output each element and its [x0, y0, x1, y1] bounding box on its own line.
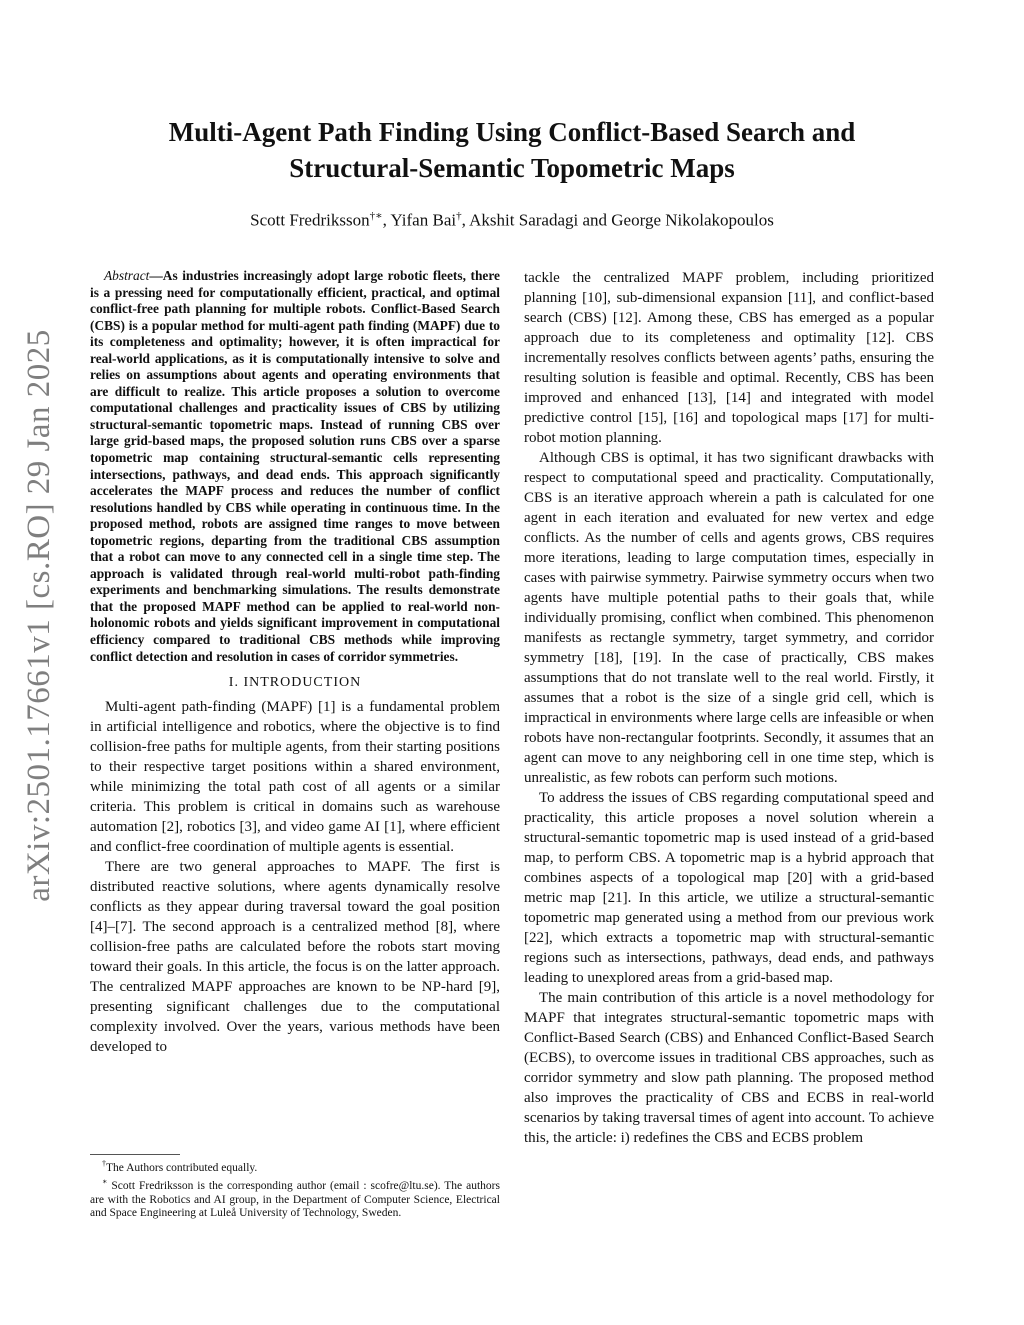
footnote-1-text: The Authors contributed equally. — [106, 1161, 258, 1174]
intro-paragraph-4: Although CBS is optimal, it has two significant drawbacks with respect to computational speed and practicality. Computationally, CBS is an iterative approach wherein a path is calculated for one agent in each iteration and evaluated for new vertex and edge conflicts. As the number of cells and agents grows, CBS requires more iterations, leading to large computation times, especially in cases with pairwise symmetry. Pairwise symmetry occurs when two agents have multiple potential paths to their goals that, while individually promising, conflict when combined. This phenomenon manifests as rectangle symmetry, target symmetry, and corridor symmetry [18], [19]. In the case of practically, CBS makes assumptions that do not translate well to the real world. Firstly, it assumes that a robot is the size of a single grid cell, which is impractical in environments where large cells are infeasible or when robots have non-rectangular footprints. Secondly, it assumes that an agent can move to any neighboring cell in one time step, which is unrealistic, as few robots can perform such motions. — [524, 450, 934, 786]
author-1: Scott Fredriksson — [250, 210, 370, 230]
footnote-rule — [90, 1154, 180, 1155]
intro-paragraph-2: There are two general approaches to MAPF. The first is distributed reactive solutions, where agents dynamically resolve conflicts as they appear during traversal toward the goal position [4]–[7]. The second approach is a centralized method [8], where collision-free paths are calculated before the robots start moving toward their goals. In this article, the focus is on the latter approach. The centralized MAPF approaches are known to be NP-hard [9], presenting significant challenges due to the computational complexity involved. Over the years, various methods have been developed to — [90, 859, 500, 1056]
right-column — [524, 268, 934, 1148]
title-line-1: Multi-Agent Path Finding Using Conflict-Based Search and — [168, 117, 856, 147]
author-list — [100, 209, 924, 231]
arxiv-identifier-text: arXiv:2501.17661v1 [cs.RO] 29 Jan 2025 — [20, 328, 57, 902]
abstract-text: —As industries increasingly adopt large robotic fleets, there is a pressing need for computationally efficient, practical, and optimal conflict-free path planning for multiple robots. Conflict-Based Search (CBS) is a popular method for multi-agent path finding (MAPF) due to its completeness and optimality; however, it is often impractical for real-world applications, as it is computationally intensive to solve and relies on assumptions about agents and operating environments that are difficult to realize. This article proposes a solution to overcome computational challenges and practicality issues of CBS by utilizing structural-semantic topometric maps. Instead of running CBS over large grid-based maps, the proposed solution runs CBS over a sparse topometric map containing structural-semantic cells representing intersections, pathways, and dead ends. This approach significantly accelerates the MAPF process and reduces the number of conflict resolutions handled by CBS while operating in continuous time. In the proposed method, robots are assigned time ranges to move between topometric regions, departing from the traditional CBS assumption that a robot can move to any connected cell in a single time step. The approach is validated through real-world multi-robot path-finding experiments and benchmarking simulations. The results demonstrate that the proposed MAPF method can be applied to real-world non-holonomic robots and yields significant improvement in computational efficiency compared to traditional CBS methods while improving conflict detection and resolution in cases of corridor symmetries. — [90, 268, 500, 664]
author-2: , Yifan Bai — [382, 210, 457, 230]
left-column — [90, 268, 500, 1057]
author-1-mark: †∗ — [369, 210, 383, 222]
intro-paragraph-3: tackle the centralized MAPF problem, including prioritized planning [10], sub-dimensional expansion [11], and conflict-based search (CBS) [12]. Among these, CBS has emerged as a popular approach due to its completeness and optimality [12]. CBS incrementally resolves conflicts between agents’ paths, ensuring the resulting solution is feasible and optimal. Recently, CBS has been improved and enhanced [13], [14] and integrated with model predictive control [15], [16] and topological maps [17] for multi-robot motion planning. — [524, 270, 934, 446]
footnote-2-mark: ∗ — [102, 1177, 108, 1187]
footnote-1 — [90, 1157, 500, 1175]
intro-paragraph-5: To address the issues of CBS regarding computational speed and practicality, this article proposes a novel solution wherein a structural-semantic topometric map is used instead of a grid-based map, to perform CBS. A topometric map is a hybrid approach that combines aspects of a topological map [20] with a grid-based metric map [21]. In this article, we utilize a structural-semantic topometric map generated using a method from our previous work [22], which extracts a topometric map with structural-semantic regions such as intersections, pathways, dead ends, and pathways leading to unexplored areas from a grid-based map. — [524, 790, 934, 986]
abstract-label: Abstract — [104, 268, 150, 283]
paper-title — [100, 114, 924, 186]
abstract — [90, 268, 500, 665]
footnote-2 — [90, 1175, 500, 1220]
footnotes — [90, 1154, 500, 1221]
author-2-mark: † — [456, 210, 462, 222]
authors-rest: , Akshit Saradagi and George Nikolakopoulos — [461, 210, 774, 230]
title-line-2: Structural-Semantic Topometric Maps — [289, 153, 735, 183]
intro-paragraph-6: The main contribution of this article is a novel methodology for MAPF that integrates structural-semantic topometric maps with Conflict-Based Search (CBS) and Enhanced Conflict-Based Search (ECBS), to overcome issues in traditional CBS approaches, such as corridor symmetry and slow path planning. The proposed method also improves the practicality of CBS and ECBS in real-world scenarios by taking traversal times of agent into account. To achieve this, the article: i) redefines the CBS and ECBS problem — [524, 990, 934, 1146]
arxiv-identifier-stamp — [8, 275, 70, 955]
intro-paragraph-1: Multi-agent path-finding (MAPF) [1] is a fundamental problem in artificial intelligence and robotics, where the objective is to find collision-free paths for multiple agents, from their starting positions to their respective target positions within a shared environment, while minimizing the total path cost of all agents or a similar criteria. This problem is critical in domains such as warehouse automation [2], robotics [3], and video game AI [1], where efficient and conflict-free coordination of multiple agents is essential. — [90, 699, 500, 856]
footnote-1-mark: † — [102, 1159, 106, 1168]
section-heading-introduction: I. INTRODUCTION — [228, 675, 362, 691]
footnote-2-text: Scott Fredriksson is the corresponding author (email : scofre@ltu.se). The authors are with the Robotics and AI group, in the Department of Computer Science, Electrical and Space Engineering at Luleå University of Technology, Sweden. — [90, 1180, 500, 1220]
